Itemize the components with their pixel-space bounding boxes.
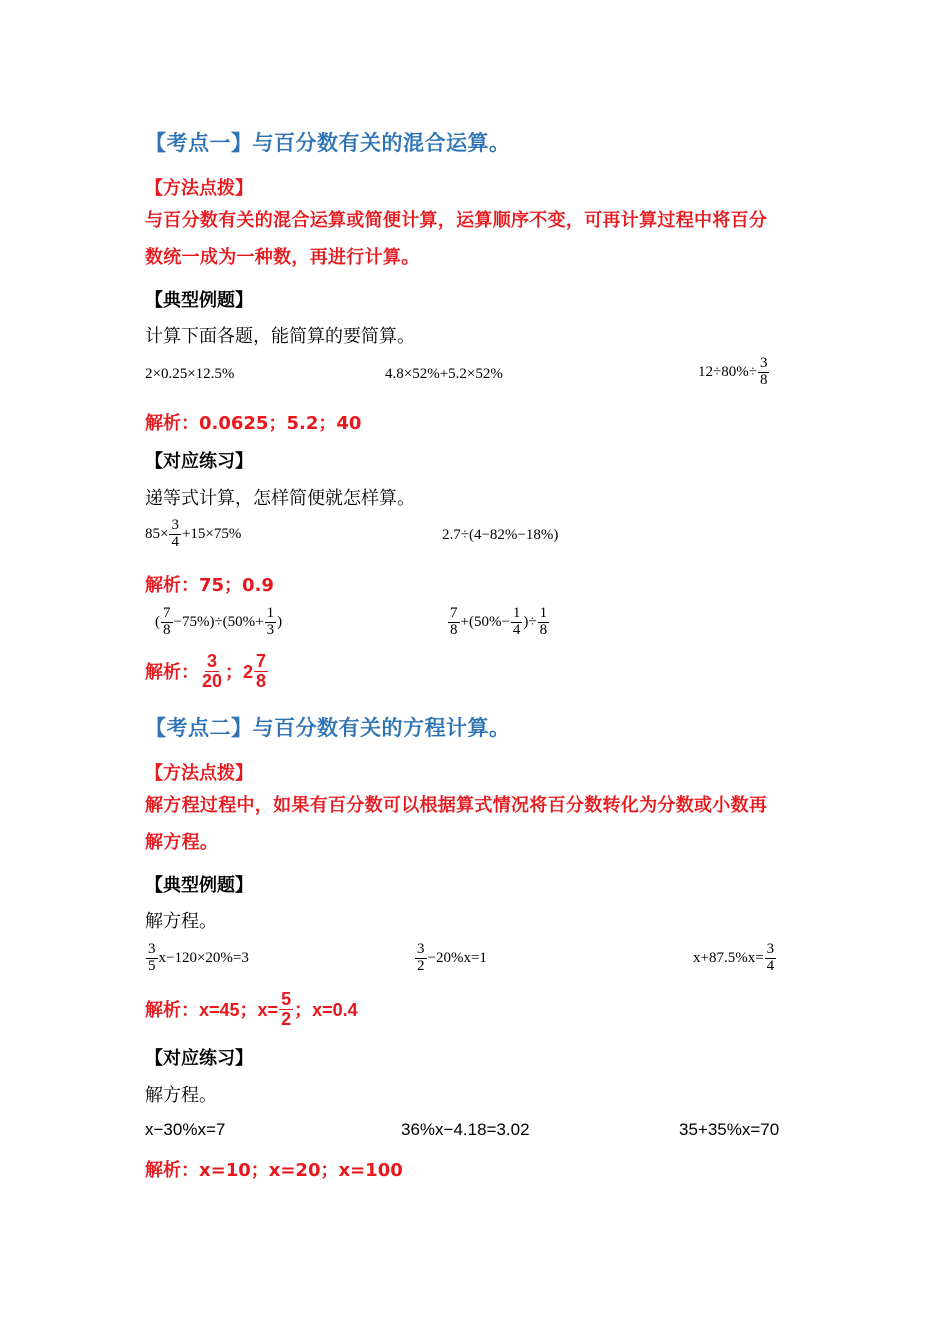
fraction: $\frac{5}{2}$ <box>281 989 292 1029</box>
fraction: $\frac{3}{8}$ <box>759 355 768 388</box>
example-answer: 解析：0.0625；5.2；40 <box>145 413 362 434</box>
fraction: $\frac{7}{8}$ <box>256 651 267 691</box>
practice-label: 【对应练习】 <box>145 451 253 472</box>
method-text-line2: 数统一成为一种数，再进行计算。 <box>145 247 420 268</box>
section1-heading: 【考点一】与百分数有关的混合运算。 <box>145 131 511 155</box>
practice-question-3: ( $\frac{7}{8}$ −75%)÷(50%+ $\frac{1}{3}$ ) <box>155 605 283 638</box>
example-answer: 解析：x=45；x= $\frac{5}{2}$ ；x=0.4 <box>145 989 358 1029</box>
example-instruction: 计算下面各题，能简算的要简算。 <box>145 326 415 347</box>
example-equation-1: $\frac{3}{5}$ x−120×20%=3 <box>148 941 249 974</box>
section2-heading: 【考点二】与百分数有关的方程计算。 <box>145 716 511 740</box>
practice-answer: 解析：x=10；x=20；x=100 <box>145 1160 403 1181</box>
practice-label: 【对应练习】 <box>145 1048 253 1069</box>
example-instruction: 解方程。 <box>145 911 217 932</box>
practice-equation-2: 36%x−4.18=3.02 <box>401 1120 530 1139</box>
example-label: 【典型例题】 <box>145 290 253 311</box>
fraction: $\frac{1}{3}$ <box>266 605 275 638</box>
method-text-line1: 解方程过程中，如果有百分数可以根据算式情况将百分数转化为分数或小数再 <box>145 795 768 816</box>
fraction: $\frac{3}{4}$ <box>171 517 179 550</box>
practice-question-2: 2.7÷(4−82%−18%) <box>442 527 559 543</box>
example-question-2: 4.8×52%+5.2×52% <box>385 366 503 382</box>
fraction: $\frac{7}{8}$ <box>450 605 458 638</box>
fraction: $\frac{7}{8}$ <box>163 605 171 638</box>
example-equation-2: $\frac{3}{2}$ −20%x=1 <box>417 941 487 974</box>
example-question-1: 2×0.25×12.5% <box>145 366 235 382</box>
practice-question-1: 85× $\frac{3}{4}$ +15×75% <box>145 517 242 550</box>
method-label: 【方法点拨】 <box>145 763 253 784</box>
fraction: $\frac{3}{4}$ <box>766 941 775 974</box>
practice-instruction: 递等式计算，怎样简便就怎样算。 <box>145 488 415 509</box>
practice-question-4: $\frac{7}{8}$ +(50%− $\frac{1}{4}$ )÷ $\frac{1}{8}$ <box>450 605 548 638</box>
fraction: $\frac{1}{4}$ <box>512 605 521 638</box>
example-question-3: 12÷80%÷ $\frac{3}{8}$ <box>698 355 768 388</box>
fraction: $\frac{3}{20}$ <box>202 651 223 691</box>
practice-equation-1: x−30%x=7 <box>145 1120 226 1139</box>
practice-instruction: 解方程。 <box>145 1085 217 1106</box>
practice-answer-2: 解析： $\frac{3}{20}$ ；2 $\frac{7}{8}$ <box>145 651 267 691</box>
fraction: $\frac{1}{8}$ <box>539 605 548 638</box>
example-equation-3: x+87.5%x= $\frac{3}{4}$ <box>693 941 775 974</box>
fraction: $\frac{3}{2}$ <box>417 941 425 974</box>
practice-equation-3: 35+35%x=70 <box>679 1120 780 1139</box>
method-label: 【方法点拨】 <box>145 178 253 199</box>
fraction: $\frac{3}{5}$ <box>148 941 156 974</box>
method-text-line2: 解方程。 <box>145 832 219 853</box>
practice-answer-1: 解析：75；0.9 <box>145 575 274 596</box>
method-text-line1: 与百分数有关的混合运算或简便计算，运算顺序不变，可再计算过程中将百分 <box>145 210 768 231</box>
example-label: 【典型例题】 <box>145 875 253 896</box>
